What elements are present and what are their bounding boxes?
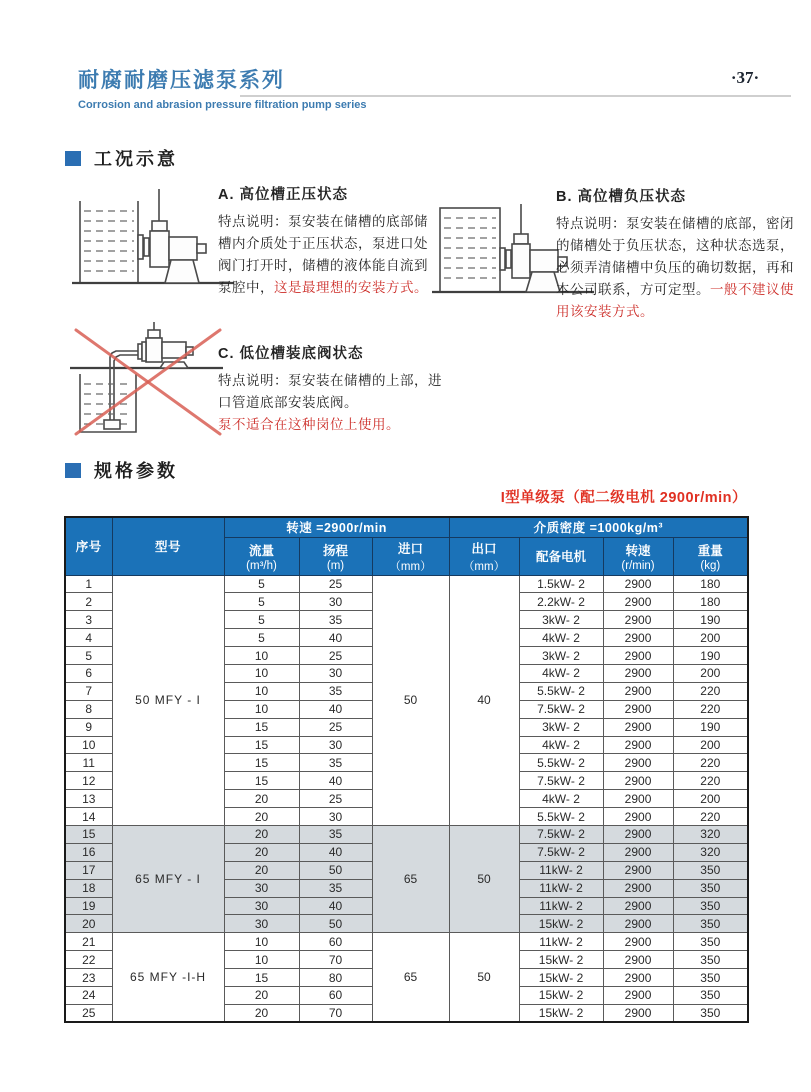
condition-a-warning: 这是最理想的安装方式。 [274, 280, 428, 295]
cell-speed: 2900 [603, 915, 673, 933]
cell-weight: 190 [673, 718, 748, 736]
cell-inlet: 65 [372, 825, 449, 932]
cell-head: 70 [299, 951, 372, 969]
cell-speed: 2900 [603, 861, 673, 879]
page-title: 耐腐耐磨压滤泵系列 [78, 69, 285, 92]
cell-weight: 220 [673, 808, 748, 826]
cell-motor: 11kW- 2 [519, 861, 603, 879]
cell-head: 30 [299, 593, 372, 611]
condition-c-warning: 泵不适合在这种岗位上使用。 [218, 417, 400, 432]
cell-speed: 2900 [603, 629, 673, 647]
cell-flow: 10 [224, 647, 299, 665]
condition-b-text: 特点说明：泵安装在储槽的底部，密闭的储槽处于负压状态，这种状态选泵，必须弄清储槽中负压的确切数据，再和本公司联系，方可定型。一般不建议使用该安装方式。 [556, 216, 794, 319]
cell-weight: 220 [673, 682, 748, 700]
spec-table [64, 516, 748, 1023]
cell-flow: 10 [224, 951, 299, 969]
page-number: ·37· [730, 68, 760, 87]
cell-model: 50 MFY - I [112, 575, 224, 825]
cell-seq: 2 [65, 593, 112, 611]
cell-weight: 200 [673, 790, 748, 808]
cell-flow: 15 [224, 754, 299, 772]
cell-inlet: 50 [372, 575, 449, 825]
col-header-speed: 转速 (r/min) [603, 537, 673, 575]
cell-weight: 350 [673, 986, 748, 1004]
cell-motor: 7.5kW- 2 [519, 843, 603, 861]
cell-seq: 25 [65, 1004, 112, 1022]
cell-speed: 2900 [603, 700, 673, 718]
cell-speed: 2900 [603, 611, 673, 629]
cell-head: 70 [299, 1004, 372, 1022]
col-header-weight: 重量 (kg) [673, 537, 748, 575]
cell-seq: 9 [65, 718, 112, 736]
cell-speed: 2900 [603, 664, 673, 682]
spec-table-body [65, 575, 748, 1022]
cell-motor: 15kW- 2 [519, 986, 603, 1004]
cell-motor: 3kW- 2 [519, 647, 603, 665]
cell-motor: 15kW- 2 [519, 951, 603, 969]
cell-head: 35 [299, 754, 372, 772]
cell-motor: 4kW- 2 [519, 736, 603, 754]
cell-flow: 15 [224, 969, 299, 987]
col-header-inlet: 进口 （mm） [372, 537, 449, 575]
cell-speed: 2900 [603, 897, 673, 915]
cell-motor: 4kW- 2 [519, 629, 603, 647]
cell-flow: 30 [224, 897, 299, 915]
cell-weight: 190 [673, 647, 748, 665]
cell-motor: 11kW- 2 [519, 933, 603, 951]
cell-flow: 30 [224, 915, 299, 933]
cell-head: 50 [299, 861, 372, 879]
cell-motor: 15kW- 2 [519, 1004, 603, 1022]
cell-seq: 19 [65, 897, 112, 915]
cell-seq: 18 [65, 879, 112, 897]
header-divider [240, 95, 791, 97]
cell-seq: 24 [65, 986, 112, 1004]
cell-flow: 15 [224, 718, 299, 736]
cell-inlet: 65 [372, 933, 449, 1022]
cell-speed: 2900 [603, 718, 673, 736]
cell-motor: 11kW- 2 [519, 879, 603, 897]
cell-seq: 7 [65, 682, 112, 700]
cell-head: 25 [299, 647, 372, 665]
cell-seq: 23 [65, 969, 112, 987]
cell-flow: 20 [224, 1004, 299, 1022]
cell-flow: 10 [224, 682, 299, 700]
col-header-model: 型号 [112, 517, 224, 575]
cell-weight: 220 [673, 754, 748, 772]
cell-weight: 320 [673, 825, 748, 843]
cell-flow: 20 [224, 843, 299, 861]
tank-pump-diagram-c-icon [68, 322, 240, 442]
cell-flow: 20 [224, 861, 299, 879]
cell-head: 25 [299, 790, 372, 808]
cell-seq: 6 [65, 664, 112, 682]
condition-a-title: A. 高位槽正压状态 [218, 187, 349, 203]
cell-head: 25 [299, 575, 372, 593]
table-row [65, 575, 748, 593]
section-heading: 工况示意 [94, 149, 178, 169]
cell-head: 35 [299, 682, 372, 700]
cell-weight: 200 [673, 664, 748, 682]
cell-head: 40 [299, 772, 372, 790]
cell-flow: 5 [224, 593, 299, 611]
band-density: 介质密度 =1000kg/m³ [449, 517, 748, 537]
cell-weight: 200 [673, 736, 748, 754]
condition-c-text: 特点说明：泵安装在储槽的上部，进口管道底部安装底阀。 泵不适合在这种岗位上使用。 [218, 373, 442, 432]
diagram-positive-pressure [68, 183, 240, 297]
section-specs [65, 457, 178, 483]
cell-head: 35 [299, 879, 372, 897]
cell-flow: 15 [224, 736, 299, 754]
cell-speed: 2900 [603, 593, 673, 611]
cell-head: 40 [299, 700, 372, 718]
cell-speed: 2900 [603, 736, 673, 754]
band-speed: 转速 =2900r/min [224, 517, 449, 537]
cell-motor: 4kW- 2 [519, 790, 603, 808]
cell-flow: 10 [224, 664, 299, 682]
cell-seq: 21 [65, 933, 112, 951]
cell-speed: 2900 [603, 754, 673, 772]
cell-motor: 7.5kW- 2 [519, 700, 603, 718]
cell-weight: 350 [673, 879, 748, 897]
cell-weight: 350 [673, 915, 748, 933]
col-header-motor: 配备电机 [519, 537, 603, 575]
cell-speed: 2900 [603, 772, 673, 790]
cell-flow: 30 [224, 879, 299, 897]
cell-speed: 2900 [603, 986, 673, 1004]
col-header-flow: 流量 (m³/h) [224, 537, 299, 575]
cell-head: 35 [299, 825, 372, 843]
cell-motor: 5.5kW- 2 [519, 808, 603, 826]
cell-flow: 5 [224, 575, 299, 593]
cell-seq: 12 [65, 772, 112, 790]
cell-speed: 2900 [603, 682, 673, 700]
col-header-head: 扬程 (m) [299, 537, 372, 575]
cell-weight: 200 [673, 629, 748, 647]
cell-motor: 1.5kW- 2 [519, 575, 603, 593]
cell-weight: 350 [673, 933, 748, 951]
condition-b-warning: 一般不建议使用该安装方式。 [556, 282, 794, 319]
cell-speed: 2900 [603, 933, 673, 951]
cell-weight: 350 [673, 969, 748, 987]
cell-weight: 350 [673, 897, 748, 915]
cell-weight: 350 [673, 861, 748, 879]
cell-motor: 15kW- 2 [519, 915, 603, 933]
cell-speed: 2900 [603, 575, 673, 593]
cell-outlet: 50 [449, 825, 519, 932]
tank-pump-diagram-a-icon [68, 183, 240, 297]
cell-head: 40 [299, 629, 372, 647]
cell-head: 50 [299, 915, 372, 933]
cell-seq: 15 [65, 825, 112, 843]
cell-speed: 2900 [603, 879, 673, 897]
cell-flow: 5 [224, 629, 299, 647]
cell-seq: 13 [65, 790, 112, 808]
condition-c-block [218, 342, 453, 436]
cell-speed: 2900 [603, 790, 673, 808]
cell-motor: 7.5kW- 2 [519, 825, 603, 843]
cell-head: 80 [299, 969, 372, 987]
cell-head: 35 [299, 611, 372, 629]
cell-flow: 20 [224, 825, 299, 843]
cell-speed: 2900 [603, 808, 673, 826]
cell-motor: 11kW- 2 [519, 897, 603, 915]
cell-seq: 1 [65, 575, 112, 593]
cell-flow: 20 [224, 986, 299, 1004]
cell-speed: 2900 [603, 951, 673, 969]
cell-seq: 5 [65, 647, 112, 665]
section-bullet-icon [65, 463, 81, 478]
cell-weight: 350 [673, 1004, 748, 1022]
cell-seq: 17 [65, 861, 112, 879]
page-subtitle-en: Corrosion and abrasion pressure filtration pump series [78, 99, 367, 111]
section-working-conditions [65, 145, 178, 171]
condition-b-block [556, 185, 796, 323]
condition-b-title: B. 高位槽负压状态 [556, 189, 687, 205]
condition-c-title: C. 低位槽装底阀状态 [218, 346, 364, 362]
cell-seq: 10 [65, 736, 112, 754]
cell-head: 60 [299, 986, 372, 1004]
cell-head: 30 [299, 736, 372, 754]
condition-a-text: 特点说明：泵安装在储槽的底部储槽内介质处于正压状态，泵进口处阀门打开时，储槽的液体能自流到泵腔中，这是最理想的安装方式。 [218, 214, 428, 295]
table-row [65, 825, 748, 843]
table-row [65, 933, 748, 951]
cell-speed: 2900 [603, 825, 673, 843]
cell-seq: 11 [65, 754, 112, 772]
cell-speed: 2900 [603, 1004, 673, 1022]
cell-weight: 220 [673, 772, 748, 790]
cell-head: 40 [299, 843, 372, 861]
cell-head: 40 [299, 897, 372, 915]
cell-seq: 22 [65, 951, 112, 969]
cell-flow: 5 [224, 611, 299, 629]
cell-motor: 15kW- 2 [519, 969, 603, 987]
cell-seq: 16 [65, 843, 112, 861]
diagram-foot-valve [68, 322, 240, 442]
cell-motor: 5.5kW- 2 [519, 682, 603, 700]
cell-flow: 15 [224, 772, 299, 790]
cell-motor: 5.5kW- 2 [519, 754, 603, 772]
cell-outlet: 40 [449, 575, 519, 825]
cell-seq: 14 [65, 808, 112, 826]
cell-flow: 10 [224, 700, 299, 718]
cell-seq: 20 [65, 915, 112, 933]
table-caption: I型单级泵（配二级电机 2900r/min） [500, 490, 747, 506]
cell-weight: 180 [673, 575, 748, 593]
cell-weight: 190 [673, 611, 748, 629]
cell-seq: 8 [65, 700, 112, 718]
cell-seq: 4 [65, 629, 112, 647]
col-header-outlet: 出口 （mm） [449, 537, 519, 575]
col-header-seq: 序号 [65, 517, 112, 575]
cell-flow: 10 [224, 933, 299, 951]
cell-weight: 220 [673, 700, 748, 718]
cell-speed: 2900 [603, 969, 673, 987]
cell-model: 65 MFY - I [112, 825, 224, 932]
cell-flow: 20 [224, 808, 299, 826]
section-heading: 规格参数 [94, 461, 178, 481]
cell-motor: 7.5kW- 2 [519, 772, 603, 790]
cell-motor: 3kW- 2 [519, 718, 603, 736]
cell-weight: 320 [673, 843, 748, 861]
cell-head: 25 [299, 718, 372, 736]
cell-model: 65 MFY -I-H [112, 933, 224, 1022]
cell-weight: 350 [673, 951, 748, 969]
cell-head: 60 [299, 933, 372, 951]
cell-seq: 3 [65, 611, 112, 629]
cell-motor: 2.2kW- 2 [519, 593, 603, 611]
section-bullet-icon [65, 151, 81, 166]
cell-head: 30 [299, 664, 372, 682]
cell-outlet: 50 [449, 933, 519, 1022]
cell-weight: 180 [673, 593, 748, 611]
cell-flow: 20 [224, 790, 299, 808]
cell-speed: 2900 [603, 647, 673, 665]
cell-speed: 2900 [603, 843, 673, 861]
condition-a-block [218, 183, 438, 299]
cell-motor: 3kW- 2 [519, 611, 603, 629]
cell-motor: 4kW- 2 [519, 664, 603, 682]
cell-head: 30 [299, 808, 372, 826]
